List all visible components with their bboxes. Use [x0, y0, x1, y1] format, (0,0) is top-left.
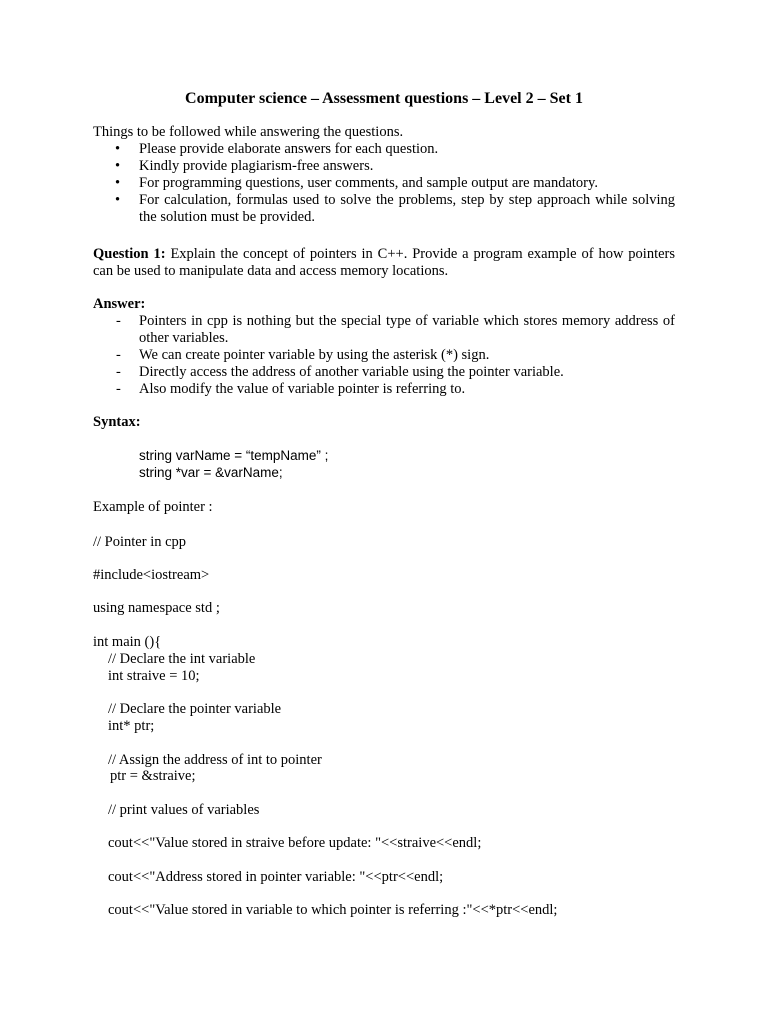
code-line: ptr = &straive;: [110, 768, 196, 784]
instruction-item: • Kindly provide plagiarism-free answers.: [93, 158, 675, 175]
question-1: [93, 246, 675, 280]
code-line: #include<iostream>: [93, 567, 210, 583]
question-1-label: Question 1:: [93, 246, 166, 262]
example-label: Example of pointer :: [93, 499, 213, 515]
syntax-line: string *var = &varName;: [139, 465, 283, 480]
code-line: using namespace std ;: [93, 600, 220, 616]
instructions-list: [93, 141, 675, 226]
code-line: // Assign the address of int to pointer: [108, 752, 322, 768]
instruction-item: • Please provide elaborate answers for each question.: [93, 141, 675, 158]
answer-item: - Directly access the address of another variable using the pointer variable.: [93, 364, 675, 381]
syntax-label: Syntax:: [93, 414, 141, 430]
code-line: cout<<"Value stored in variable to which pointer is referring :"<<*ptr<<endl;: [108, 902, 558, 918]
code-line: // Pointer in cpp: [93, 534, 187, 550]
instructions-intro: Things to be followed while answering the questions.: [93, 124, 404, 140]
answer-item: - Also modify the value of variable pointer is referring to.: [93, 381, 675, 398]
document-title: Computer science – Assessment questions – Level 2 – Set 1: [185, 90, 583, 107]
code-line: cout<<"Value stored in straive before update: "<<straive<<endl;: [108, 835, 482, 851]
code-line: int straive = 10;: [108, 668, 200, 684]
answer-label: Answer:: [93, 296, 146, 312]
question-1-text: Explain the concept of pointers in C++. Provide a program example of how pointers can be used to manipulate data and access memory locations.: [93, 246, 676, 279]
answer-item: - We can create pointer variable by using the asterisk (*) sign.: [93, 347, 675, 364]
code-line: // Declare the int variable: [108, 651, 256, 667]
answer-item: - Pointers in cpp is nothing but the special type of variable which stores memory address of other variables.: [93, 313, 675, 347]
syntax-line: string varName = “tempName” ;: [139, 448, 329, 463]
instruction-item: • For calculation, formulas used to solve the problems, step by step approach while solving the solution must be provided.: [93, 192, 675, 226]
answer-list: [93, 313, 675, 398]
instruction-item: • For programming questions, user comments, and sample output are mandatory.: [93, 175, 675, 192]
code-line: // print values of variables: [108, 802, 260, 818]
code-line: int main (){: [93, 634, 162, 650]
code-line: cout<<"Address stored in pointer variable: "<<ptr<<endl;: [108, 869, 444, 885]
code-line: // Declare the pointer variable: [108, 701, 282, 717]
code-line: int* ptr;: [108, 718, 155, 734]
